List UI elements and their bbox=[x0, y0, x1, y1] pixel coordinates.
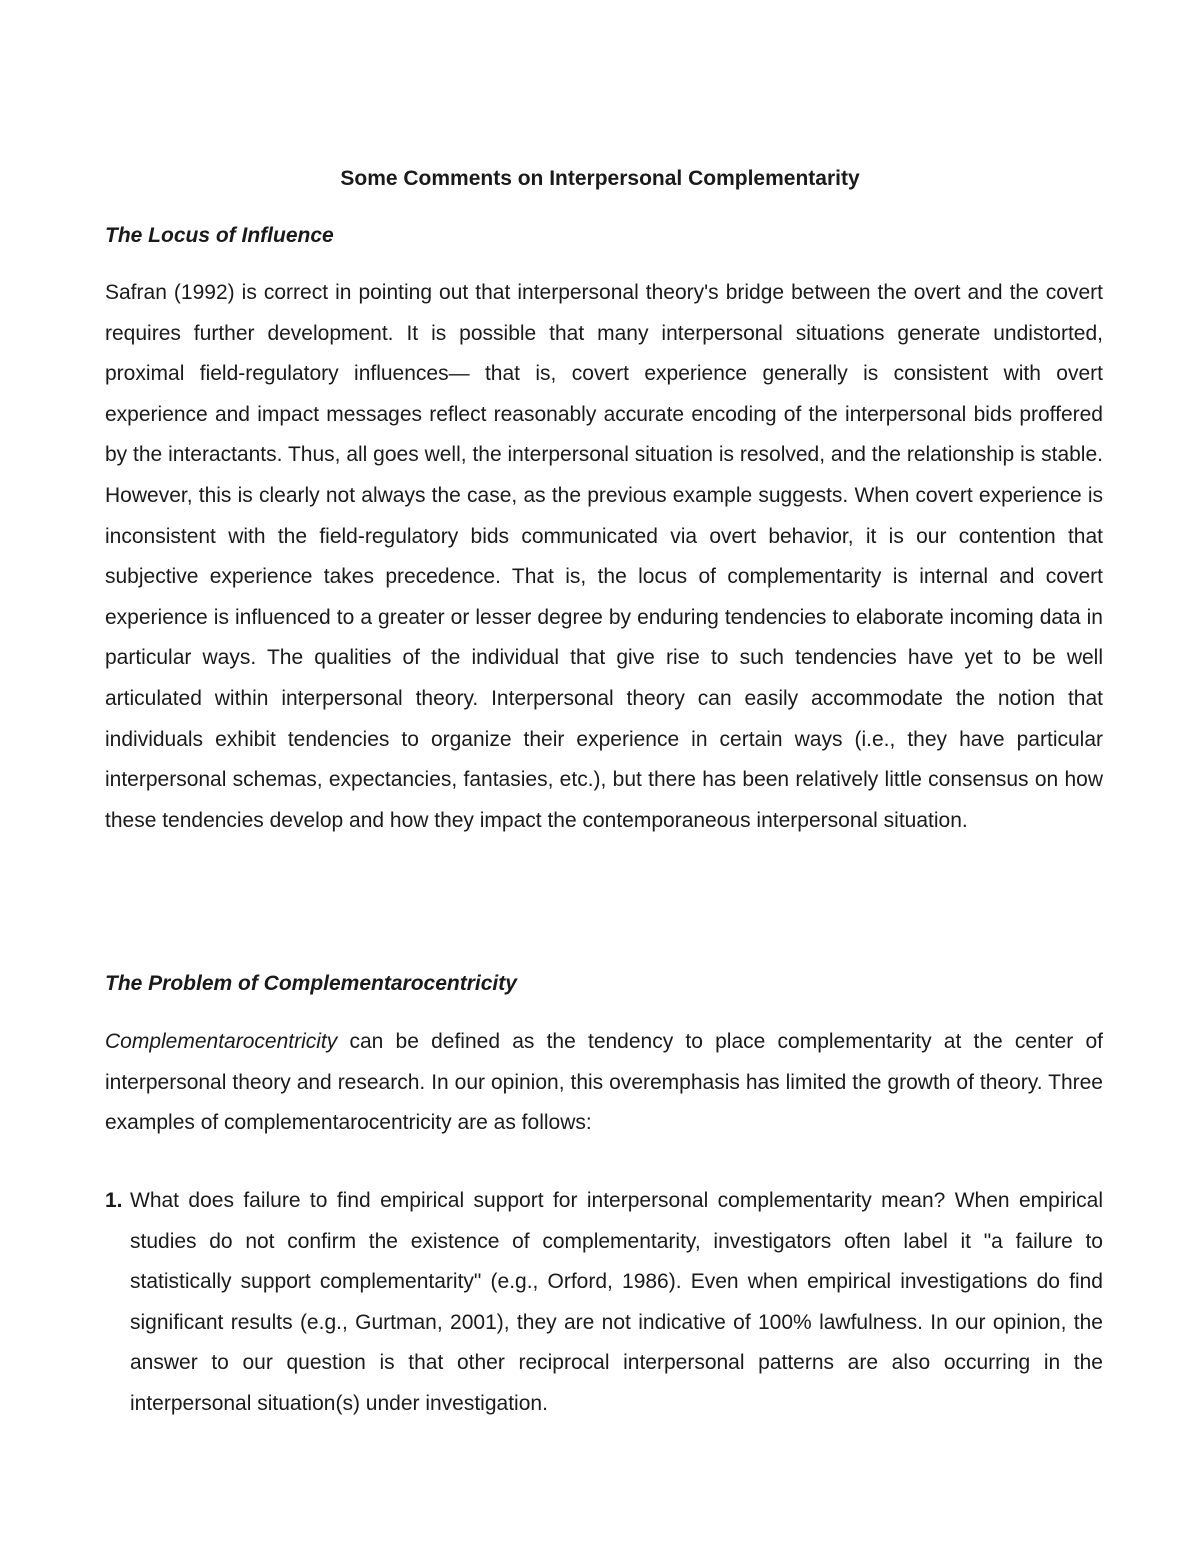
paragraph-complementarocentricity bbox=[105, 1022, 1103, 1144]
paragraph-locus-of-influence: Safran (1992) is correct in pointing out that interpersonal theory's bridge between the overt and the covert requires further development. It is possible that many interpersonal situations generate undistorted, proximal field-regulatory influences— that is, covert experience generally is consistent with overt experience and impact messages reflect reasonably accurate encoding of the interpersonal bids proffered by the interactants. Thus, all goes well, the interpersonal situation is resolved, and the relationship is stable. However, this is clearly not always the case, as the previous example suggests. When covert experience is inconsistent with the field-regulatory bids communicated via overt behavior, it is our contention that subjective experience takes precedence. That is, the locus of complementarity is internal and covert experience is influenced to a greater or lesser degree by enduring tendencies to elaborate incoming data in particular ways. The qualities of the individual that give rise to such tendencies have yet to be well articulated within interpersonal theory. Interpersonal theory can easily accommodate the notion that individuals exhibit tendencies to organize their experience in certain ways (i.e., they have particular interpersonal schemas, expectancies, fantasies, etc.), but there has been relatively little consensus on how these tendencies develop and how they impact the contemporaneous interpersonal situation. bbox=[105, 281, 1103, 832]
list-item-number: 1. bbox=[105, 1189, 123, 1212]
paragraph-body-text: can be defined as the tendency to place complementarity at the center of interpersonal theory and research. In our opinion, this overemphasis has limited the growth of theory. Three examples of complementarocentricity are as follows: bbox=[105, 1030, 1103, 1135]
list-item-text: What does failure to find empirical support for interpersonal complementarity mean? When empirical studies do not confirm the existence of complementarity, investigators often label it "a failure to statistically support complementarity" (e.g., Orford, 1986). Even when empirical investigations do find significant results (e.g., Gurtman, 2001), they are not indicative of 100% lawfulness. In our opinion, the answer to our question is that other reciprocal interpersonal patterns are also occurring in the interpersonal situation(s) under investigation. bbox=[130, 1189, 1103, 1415]
document-title: Some Comments on Interpersonal Complementarity bbox=[340, 167, 860, 190]
defined-term: Complementarocentricity bbox=[105, 1030, 338, 1053]
section-heading-complementarocentricity: The Problem of Complementarocentricity bbox=[105, 972, 517, 995]
list-item bbox=[105, 1181, 1103, 1425]
section-heading-locus-of-influence: The Locus of Influence bbox=[105, 224, 334, 247]
